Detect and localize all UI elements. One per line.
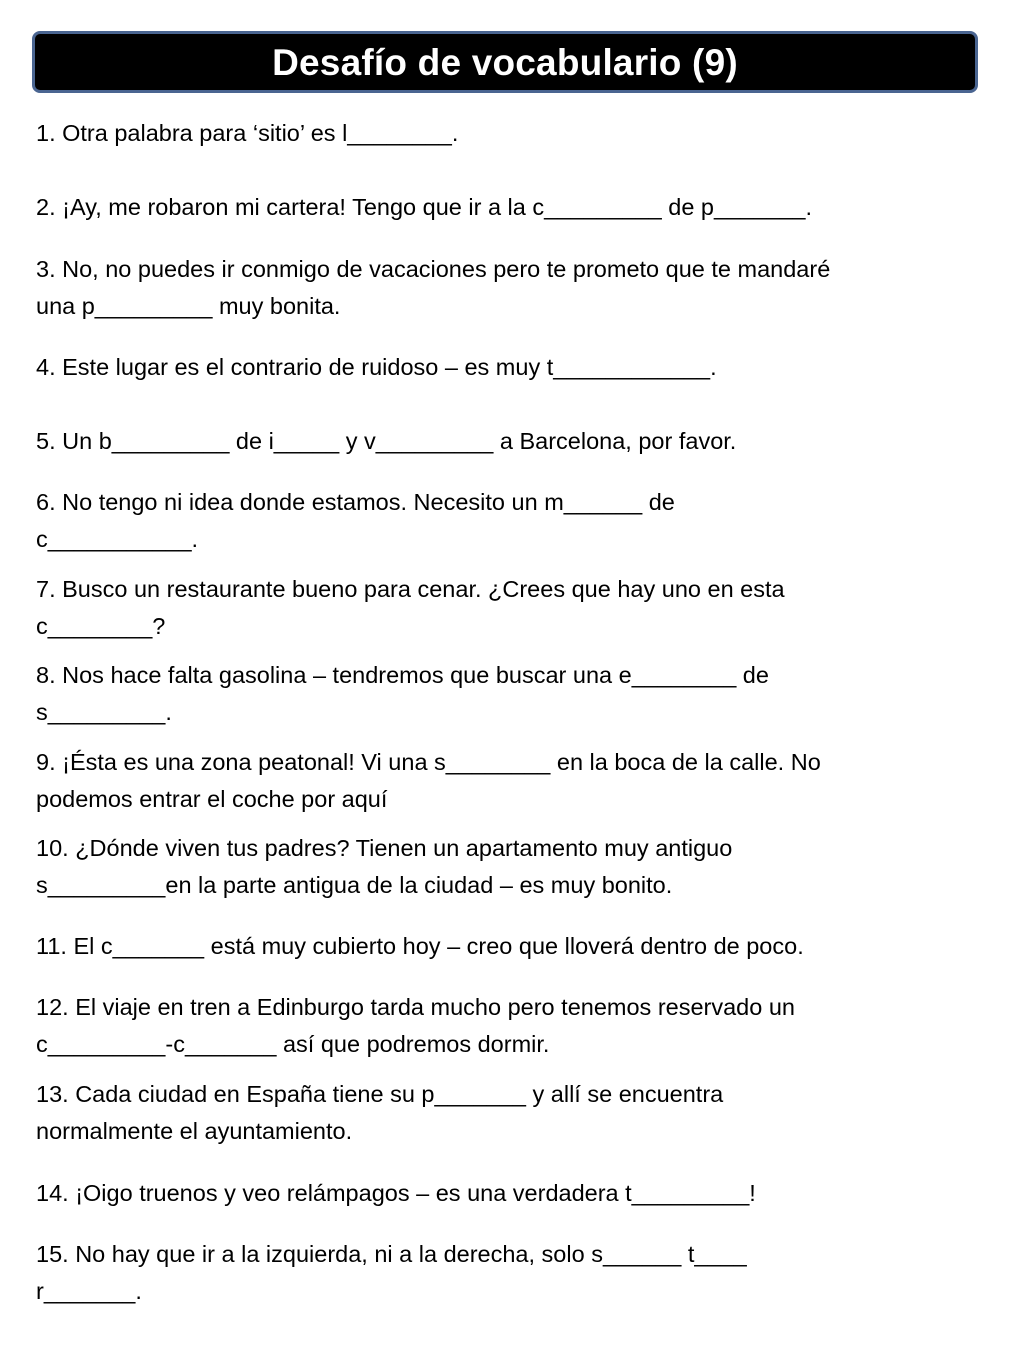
- question-line: 6. No tengo ni idea donde estamos. Necesito un m______ de: [36, 489, 675, 515]
- question-line: 12. El viaje en tren a Edinburgo tarda mucho pero tenemos reservado un: [36, 994, 795, 1020]
- question-line: 4. Este lugar es el contrario de ruidoso – es muy t____________.: [36, 354, 717, 380]
- question-10: [36, 830, 986, 904]
- question-line: s_________.: [36, 699, 172, 725]
- question-line: 10. ¿Dónde viven tus padres? Tienen un apartamento muy antiguo: [36, 835, 733, 861]
- question-1: [36, 115, 986, 152]
- question-line: 9. ¡Ésta es una zona peatonal! Vi una s________ en la boca de la calle. No: [36, 749, 821, 775]
- question-line: c_________-c_______ así que podremos dormir.: [36, 1031, 550, 1057]
- question-9: [36, 744, 986, 818]
- question-3: [36, 251, 986, 325]
- question-line: 15. No hay que ir a la izquierda, ni a la derecha, solo s______ t____: [36, 1241, 747, 1267]
- question-line: 13. Cada ciudad en España tiene su p_______ y allí se encuentra: [36, 1081, 724, 1107]
- question-12: [36, 989, 986, 1063]
- question-line: c___________.: [36, 526, 199, 552]
- question-2: [36, 189, 986, 226]
- question-line: una p_________ muy bonita.: [36, 293, 341, 319]
- question-11: [36, 928, 986, 965]
- question-line: s_________en la parte antigua de la ciudad – es muy bonito.: [36, 872, 673, 898]
- question-line: 3. No, no puedes ir conmigo de vacaciones pero te prometo que te mandaré: [36, 256, 831, 282]
- question-line: 14. ¡Oigo truenos y veo relámpagos – es una verdadera t_________!: [36, 1180, 756, 1206]
- question-15: [36, 1236, 986, 1310]
- question-4: [36, 349, 986, 386]
- question-14: [36, 1175, 986, 1212]
- question-6: [36, 484, 986, 558]
- question-line: 8. Nos hace falta gasolina – tendremos que buscar una e________ de: [36, 662, 769, 688]
- question-line: c________?: [36, 613, 166, 639]
- question-line: 7. Busco un restaurante bueno para cenar. ¿Crees que hay uno en esta: [36, 576, 785, 602]
- question-line: normalmente el ayuntamiento.: [36, 1118, 353, 1144]
- question-7: [36, 571, 986, 645]
- question-5: [36, 423, 986, 460]
- page-title: Desafío de vocabulario (9): [272, 41, 738, 83]
- question-line: 11. El c_______ está muy cubierto hoy – creo que lloverá dentro de poco.: [36, 933, 804, 959]
- question-8: [36, 657, 986, 731]
- question-line: r_______.: [36, 1278, 142, 1304]
- question-line: 1. Otra palabra para ‘sitio’ es l________.: [36, 120, 459, 146]
- question-line: 5. Un b_________ de i_____ y v_________ a Barcelona, por favor.: [36, 428, 737, 454]
- question-line: podemos entrar el coche por aquí: [36, 786, 388, 812]
- title-banner: [32, 31, 978, 93]
- question-13: [36, 1076, 986, 1150]
- question-line: 2. ¡Ay, me robaron mi cartera! Tengo que ir a la c_________ de p_______.: [36, 194, 813, 220]
